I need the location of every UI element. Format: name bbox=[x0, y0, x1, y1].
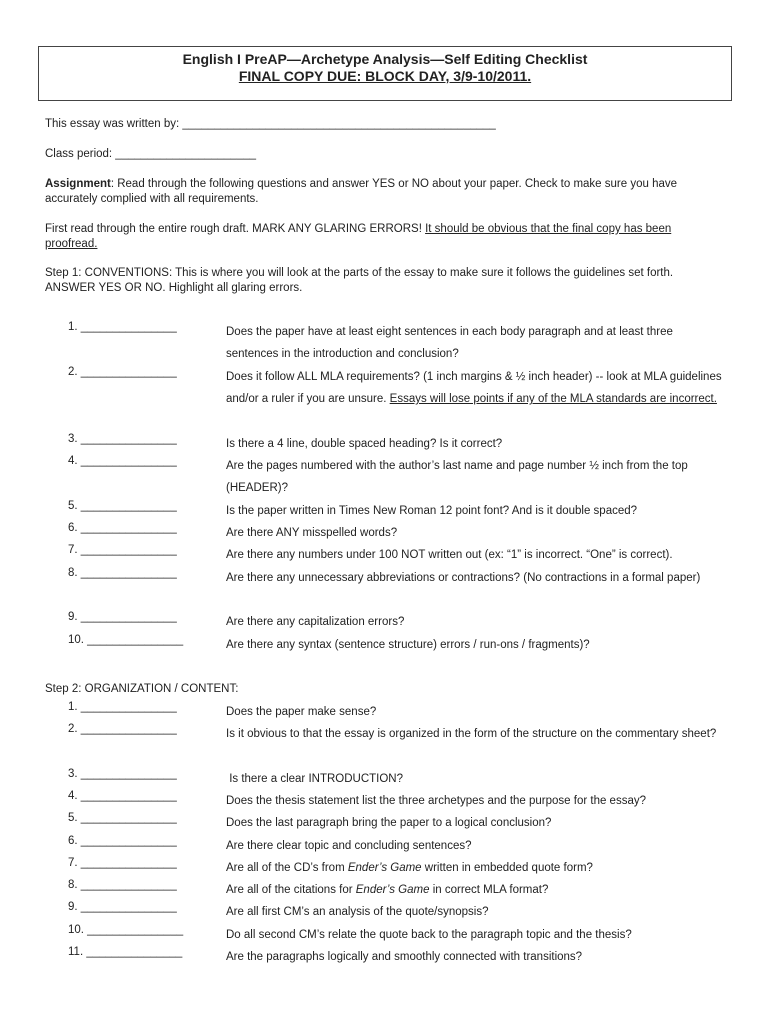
question-text: Is there a clear INTRODUCTION? bbox=[226, 773, 404, 785]
answer-blank[interactable]: 6. _______________ bbox=[68, 835, 177, 847]
question-text: Are all of the citations for Ender’s Game in correct MLA format? bbox=[226, 884, 549, 896]
answer-blank[interactable]: 8. _______________ bbox=[68, 567, 177, 579]
answer-blank[interactable]: 9. _______________ bbox=[68, 901, 177, 913]
due-date: FINAL COPY DUE: BLOCK DAY, 3/9-10/2011. bbox=[238, 68, 532, 84]
assignment-text: : Read through the following questions and answer YES or NO about your paper. Check to make sure you have accurately complied with all requirements. bbox=[45, 178, 678, 205]
assignment-label: Assignment bbox=[45, 178, 111, 190]
step1-heading: Step 1: CONVENTIONS: This is where you will look at the parts of the essay to make sure it follows the guidelines set forth. ANSWER YES OR NO. Highlight all glaring errors. bbox=[45, 267, 674, 294]
question-text: Is it obvious to that the essay is organized in the form of the structure on the commentary sheet? bbox=[226, 728, 717, 740]
question-text: Are there any numbers under 100 NOT written out (ex: “1” is incorrect. “One” is correct). bbox=[226, 549, 673, 561]
book-title: Ender’s Game bbox=[347, 862, 422, 874]
page-title: English I PreAP—Archetype Analysis—Self Editing Checklist bbox=[182, 51, 588, 67]
answer-blank[interactable]: 7. _______________ bbox=[68, 544, 177, 556]
question-text: Are there any capitalization errors? bbox=[226, 616, 405, 628]
answer-blank[interactable]: 10. _______________ bbox=[68, 634, 184, 646]
question-text: Does the last paragraph bring the paper to a logical conclusion? bbox=[226, 817, 552, 829]
question-text: Do all second CM’s relate the quote back to the paragraph topic and the thesis? bbox=[226, 929, 632, 941]
answer-blank[interactable]: 1. _______________ bbox=[68, 321, 177, 333]
first-read-underlined: It should be obvious that the final copy has been proofread. bbox=[45, 223, 672, 250]
answer-blank[interactable]: 10. _______________ bbox=[68, 924, 184, 936]
class-period-line: Class period: ______________________ bbox=[45, 148, 257, 160]
written-by-line: This essay was written by: _________________________________________________ bbox=[45, 118, 496, 130]
question-text: Does the paper have at least eight sentences in each body paragraph and at least three sentences in the introduction and conclusion? bbox=[226, 326, 673, 361]
answer-blank[interactable]: 3. _______________ bbox=[68, 433, 177, 445]
answer-blank[interactable]: 5. _______________ bbox=[68, 812, 177, 824]
question-text: Are there any unnecessary abbreviations or contractions? (No contractions in a formal paper) bbox=[226, 572, 701, 584]
question-text: Are the paragraphs logically and smoothly connected with transitions? bbox=[226, 951, 583, 963]
answer-blank[interactable]: 2. _______________ bbox=[68, 723, 177, 735]
question-underlined: Essays will lose points if any of the MLA standards are incorrect. bbox=[389, 393, 717, 406]
first-read-text: First read through the entire rough draft. MARK ANY GLARING ERRORS! bbox=[45, 223, 426, 235]
answer-blank[interactable]: 4. _______________ bbox=[68, 455, 177, 467]
question-text: Are there ANY misspelled words? bbox=[226, 527, 398, 539]
title-box bbox=[38, 46, 732, 101]
answer-blank[interactable]: 1. _______________ bbox=[68, 701, 177, 713]
answer-blank[interactable]: 5. _______________ bbox=[68, 500, 177, 512]
question-text: Does the paper make sense? bbox=[226, 706, 377, 718]
question-text: Are there clear topic and concluding sentences? bbox=[226, 840, 472, 852]
answer-blank[interactable]: 6. _______________ bbox=[68, 522, 177, 534]
answer-blank[interactable]: 9. _______________ bbox=[68, 611, 177, 623]
question-text: Are all of the CD’s from Ender’s Game written in embedded quote form? bbox=[226, 862, 593, 874]
answer-blank[interactable]: 8. _______________ bbox=[68, 879, 177, 891]
question-text: Does the thesis statement list the three archetypes and the purpose for the essay? bbox=[226, 795, 646, 807]
question-text: Does it follow ALL MLA requirements? (1 inch margins & ½ inch header) -- look at MLA guidelines and/or a ruler if you are unsure. Essays will lose points if any of the MLA standards are incorrect. bbox=[226, 371, 722, 406]
answer-blank[interactable]: 3. _______________ bbox=[68, 768, 177, 780]
question-text: Are the pages numbered with the author’s last name and page number ½ inch from the top (HEADER)? bbox=[226, 460, 688, 495]
question-text: Is there a 4 line, double spaced heading? Is it correct? bbox=[226, 438, 503, 450]
question-text: Is the paper written in Times New Roman 12 point font? And is it double spaced? bbox=[226, 505, 638, 517]
question-text: Are all first CM’s an analysis of the quote/synopsis? bbox=[226, 906, 489, 918]
assignment-paragraph bbox=[45, 177, 725, 207]
book-title: Ender’s Game bbox=[355, 884, 430, 896]
step2-heading: Step 2: ORGANIZATION / CONTENT: bbox=[45, 683, 239, 695]
first-read-paragraph bbox=[45, 222, 725, 252]
answer-blank[interactable]: 2. _______________ bbox=[68, 366, 177, 378]
answer-blank[interactable]: 4. _______________ bbox=[68, 790, 177, 802]
question-text: Are there any syntax (sentence structure) errors / run-ons / fragments)? bbox=[226, 639, 590, 651]
answer-blank[interactable]: 7. _______________ bbox=[68, 857, 177, 869]
answer-blank[interactable]: 11. _______________ bbox=[68, 946, 183, 958]
